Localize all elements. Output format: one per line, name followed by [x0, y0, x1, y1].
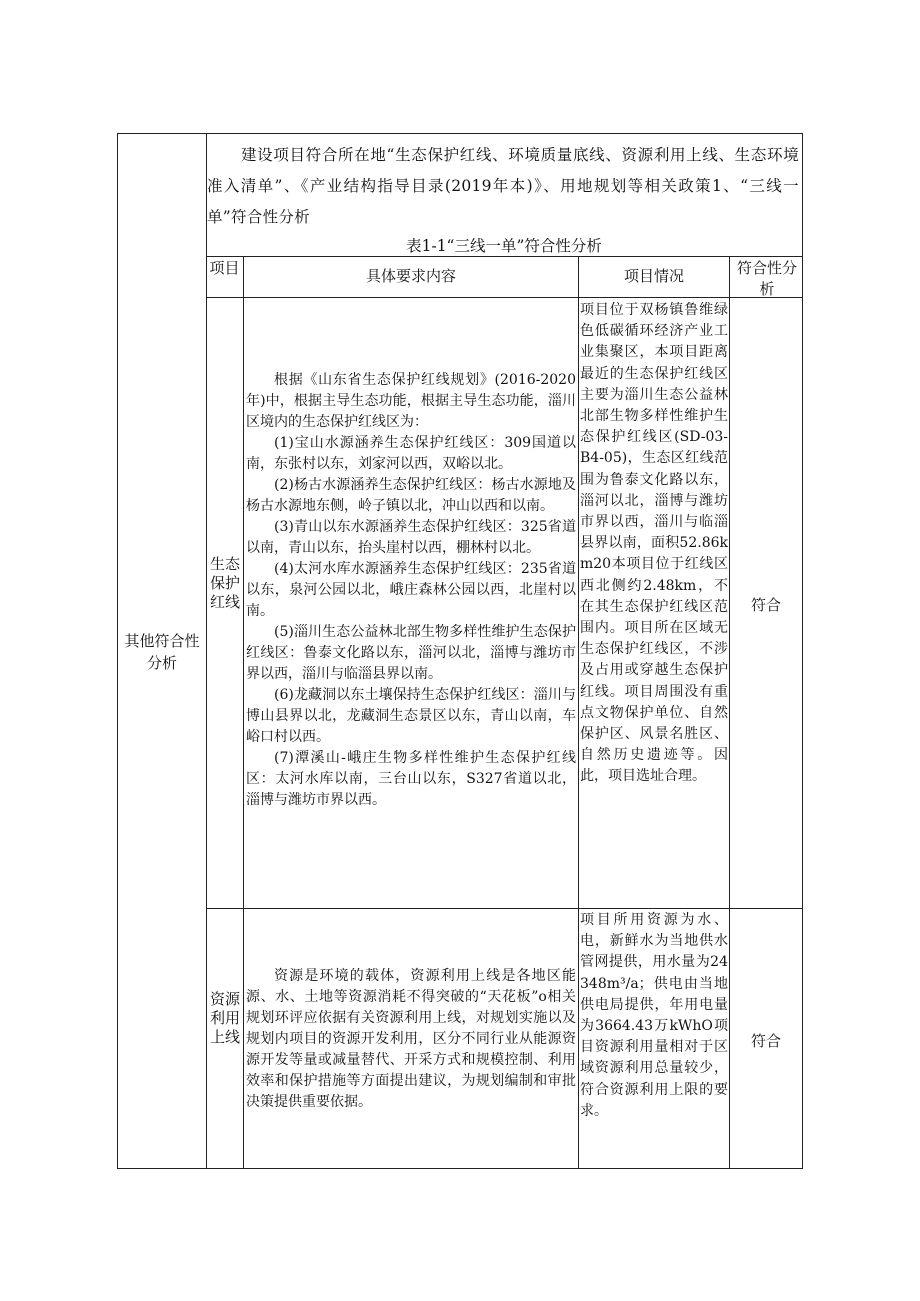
- rule-header-top: [206, 256, 803, 257]
- row1-req-para: (4)太河水库水源涵养生态保护红线区：235省道以东，泉河公园以北，峨庄森林公园以西，北崖村以南。: [246, 561, 576, 619]
- row1-requirement: [246, 370, 576, 811]
- other-compliance-label: 其他符合性分析: [124, 632, 200, 672]
- rule-header-bottom: [206, 297, 803, 298]
- header-item: 项目: [209, 259, 240, 277]
- row2-item-label: 资源利用上线: [209, 990, 240, 1046]
- row1-req-para: (7)潭溪山-峨庄生物多样性维护生态保护红线区：太河水库以南，三台山以东，S327省道以北，淄博与潍坊市界以西。: [246, 750, 576, 808]
- row2-req-para: 资源是环境的载体，资源利用上线是各地区能源、水、土地等资源消耗不得突破的“天花板”o相关规划环评应依据有关资源利用上线，对规划实施以及规划内项目的资源开发利用，区分不同行业从能源资源开发等量或减量替代、开采方式和规模控制、利用效率和保护措施等方面提出建议，为规划编制和审批决策提供重要依据。: [246, 968, 576, 1110]
- row1-req-para: (6)龙藏洞以东土壤保持生态保护红线区：淄川与博山县界以北，龙藏洞生态景区以东，青山以南，车峪口村以西。: [246, 687, 576, 745]
- row1-req-para: 根据《山东省生态保护红线规划》(2016-2020年)中，根据主导生态功能，根据主导生态功能，淄川区境内的生态保护红线区为：: [246, 372, 576, 430]
- rule-col-situation: [729, 256, 730, 1169]
- row1-req-para: (5)淄川生态公益林北部生物多样性维护生态保护红线区：鲁泰文化路以东，淄河以北，淄博与潍坊市界以西，淄川与临淄县界以南。: [246, 624, 576, 682]
- header-situation: 项目情况: [623, 267, 684, 285]
- table-title: 表1-1“三线一单”符合性分析: [406, 237, 602, 255]
- row1-req-para: (2)杨古水源涵养生态保护红线区：杨古水源地及杨古水源地东侧，岭子镇以北，冲山以西和以南。: [246, 477, 576, 514]
- header-requirement: 具体要求内容: [365, 267, 456, 285]
- row1-req-para: (1)宝山水源涵养生态保护红线区：309国道以南，东张村以东，刘家河以西，双峪以北。: [246, 435, 576, 472]
- header-compliance: 符合性分析: [736, 259, 797, 298]
- row2-situation: 项目所用资源为水、电，新鲜水为当地供水管网提供，用水量为24348m³/a；供电由当地供电局提供，年用电量为3664.43万kWhO项目资源利用量相对于区域资源利用总量较少，符合资源利用上限的要求。: [580, 912, 728, 1119]
- rule-col-item: [243, 256, 244, 1169]
- row1-item-label: 生态保护红线: [209, 555, 240, 611]
- row1-situation: 项目位于双杨镇鲁维绿色低碳循环经济产业工业集聚区，本项目距离最近的生态保护红线区主要为淄川生态公益林北部生物多样性维护生态保护红线区(SD-03-B4-05)，生态区红线范围为鲁泰文化路以东，淄河以北，淄博与潍坊市界以西，淄川与临淄县界以南，面积52.86km20本项目位于红线区西北侧约2.48km，不在其生态保护红线区范围内。项目所在区域无生态保护红线区，不涉及占用或穿越生态保护红线。项目周围没有重点文物保护单位、自然保护区、风景名胜区、自然历史遗迹等。因此，项目选址合理。: [580, 302, 728, 785]
- row1-compliance: 符合: [750, 596, 781, 614]
- row2-compliance: 符合: [750, 1032, 781, 1050]
- row2-requirement: [246, 966, 576, 1113]
- intro-paragraph: 建设项目符合所在地“生态保护红线、环境质量底线、资源利用上线、生态环境准入清单”、《产业结构指导目录(2019年本)》、用地规划等相关政策1、“三线一单”符合性分析: [207, 146, 799, 226]
- rule-row-divider: [206, 908, 803, 909]
- rule-col-requirement: [578, 256, 579, 1169]
- row1-req-para: (3)青山以东水源涵养生态保护红线区：325省道以南，青山以东，抬头崖村以西，棚林村以北。: [246, 519, 576, 556]
